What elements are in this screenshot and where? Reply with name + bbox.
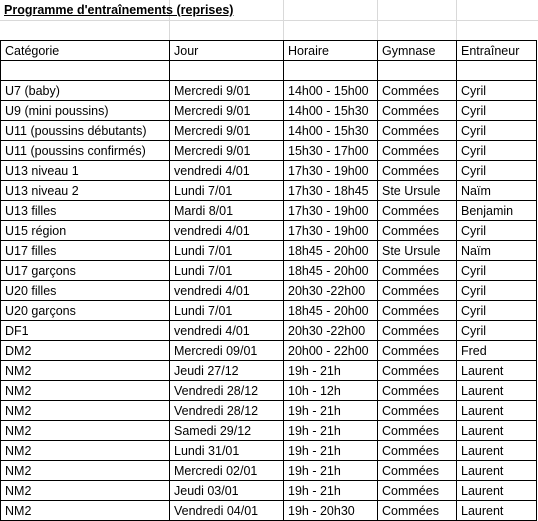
cell-horaire[interactable]: 15h30 - 17h00: [284, 141, 378, 161]
cell-categorie[interactable]: NM2: [1, 381, 170, 401]
cell-entraineur[interactable]: Benjamin: [457, 201, 537, 221]
cell-categorie[interactable]: U15 région: [1, 221, 170, 241]
cell-jour[interactable]: vendredi 4/01: [170, 281, 284, 301]
cell-categorie[interactable]: NM2: [1, 441, 170, 461]
cell-categorie[interactable]: NM2: [1, 401, 170, 421]
empty-cell[interactable]: [1, 61, 170, 81]
cell-categorie[interactable]: DF1: [1, 321, 170, 341]
table-row: [1, 241, 537, 261]
cell-gymnase[interactable]: Commées: [378, 261, 457, 281]
cell-jour[interactable]: Lundi 7/01: [170, 181, 284, 201]
cell-categorie[interactable]: U17 garçons: [1, 261, 170, 281]
cell-entraineur[interactable]: Laurent: [457, 461, 537, 481]
cell-categorie[interactable]: U13 niveau 2: [1, 181, 170, 201]
cell-gymnase[interactable]: Commées: [378, 141, 457, 161]
cell-gymnase[interactable]: Commées: [378, 421, 457, 441]
table-row: [1, 121, 537, 141]
cell-gymnase[interactable]: Commées: [378, 501, 457, 521]
cell-horaire[interactable]: 17h30 - 19h00: [284, 221, 378, 241]
cell-horaire[interactable]: 19h - 21h: [284, 421, 378, 441]
cell-entraineur[interactable]: Laurent: [457, 401, 537, 421]
schedule-table: [0, 40, 537, 521]
cell-horaire[interactable]: 18h45 - 20h00: [284, 261, 378, 281]
empty-row: [1, 61, 537, 81]
cell-entraineur[interactable]: Cyril: [457, 301, 537, 321]
cell-horaire[interactable]: 20h30 -22h00: [284, 281, 378, 301]
cell-entraineur[interactable]: Cyril: [457, 261, 537, 281]
column-header-categorie[interactable]: Catégorie: [1, 41, 170, 61]
cell-categorie[interactable]: U13 niveau 1: [1, 161, 170, 181]
table-row: [1, 221, 537, 241]
cell-gymnase[interactable]: Ste Ursule: [378, 181, 457, 201]
cell-gymnase[interactable]: Commées: [378, 321, 457, 341]
cell-horaire[interactable]: 19h - 20h30: [284, 501, 378, 521]
cell-entraineur[interactable]: Cyril: [457, 81, 537, 101]
cell-categorie[interactable]: NM2: [1, 421, 170, 441]
cell-entraineur[interactable]: Laurent: [457, 421, 537, 441]
cell-jour[interactable]: Samedi 29/12: [170, 421, 284, 441]
cell-entraineur[interactable]: Cyril: [457, 141, 537, 161]
cell-jour[interactable]: Vendredi 04/01: [170, 501, 284, 521]
cell-jour[interactable]: Jeudi 03/01: [170, 481, 284, 501]
cell-jour[interactable]: Lundi 31/01: [170, 441, 284, 461]
column-header-horaire[interactable]: Horaire: [284, 41, 378, 61]
cell-horaire[interactable]: 14h00 - 15h00: [284, 81, 378, 101]
cell-jour[interactable]: Mercredi 9/01: [170, 81, 284, 101]
cell-gymnase[interactable]: Commées: [378, 381, 457, 401]
cell-categorie[interactable]: U20 filles: [1, 281, 170, 301]
sheet-title: Programme d'entraînements (reprises): [4, 3, 234, 17]
cell-jour[interactable]: Mercredi 9/01: [170, 101, 284, 121]
cell-gymnase[interactable]: Ste Ursule: [378, 241, 457, 261]
table-row: [1, 501, 537, 521]
cell-gymnase[interactable]: Commées: [378, 361, 457, 381]
cell-categorie[interactable]: NM2: [1, 481, 170, 501]
table-row: [1, 361, 537, 381]
cell-entraineur[interactable]: Laurent: [457, 481, 537, 501]
cell-gymnase[interactable]: Commées: [378, 161, 457, 181]
cell-entraineur[interactable]: Fred: [457, 341, 537, 361]
cell-gymnase[interactable]: Commées: [378, 481, 457, 501]
cell-horaire[interactable]: 17h30 - 19h00: [284, 201, 378, 221]
cell-categorie[interactable]: DM2: [1, 341, 170, 361]
cell-horaire[interactable]: 10h - 12h: [284, 381, 378, 401]
table-row: [1, 101, 537, 121]
empty-cell[interactable]: [284, 61, 378, 81]
table-row: [1, 461, 537, 481]
cell-categorie[interactable]: NM2: [1, 501, 170, 521]
cell-entraineur[interactable]: Cyril: [457, 121, 537, 141]
cell-jour[interactable]: Mercredi 02/01: [170, 461, 284, 481]
table-row: [1, 281, 537, 301]
cell-jour[interactable]: Lundi 7/01: [170, 241, 284, 261]
cell-entraineur[interactable]: Laurent: [457, 501, 537, 521]
cell-categorie[interactable]: U11 (poussins confirmés): [1, 141, 170, 161]
cell-categorie[interactable]: NM2: [1, 361, 170, 381]
cell-jour[interactable]: Mercredi 9/01: [170, 121, 284, 141]
column-header-jour[interactable]: Jour: [170, 41, 284, 61]
cell-horaire[interactable]: 18h45 - 20h00: [284, 301, 378, 321]
table-row: [1, 381, 537, 401]
cell-gymnase[interactable]: Commées: [378, 281, 457, 301]
cell-horaire[interactable]: 17h30 - 18h45: [284, 181, 378, 201]
cell-entraineur[interactable]: Cyril: [457, 101, 537, 121]
cell-gymnase[interactable]: Commées: [378, 201, 457, 221]
cell-categorie[interactable]: U13 filles: [1, 201, 170, 221]
cell-entraineur[interactable]: Laurent: [457, 361, 537, 381]
cell-entraineur[interactable]: Cyril: [457, 221, 537, 241]
column-header-gymnase[interactable]: Gymnase: [378, 41, 457, 61]
cell-gymnase[interactable]: Commées: [378, 101, 457, 121]
cell-jour[interactable]: vendredi 4/01: [170, 321, 284, 341]
cell-categorie[interactable]: U17 filles: [1, 241, 170, 261]
sheet-gridline: [0, 20, 538, 21]
header-row: [1, 41, 537, 61]
cell-jour[interactable]: Lundi 7/01: [170, 261, 284, 281]
cell-jour[interactable]: vendredi 4/01: [170, 221, 284, 241]
empty-cell[interactable]: [378, 61, 457, 81]
cell-entraineur[interactable]: Cyril: [457, 161, 537, 181]
cell-jour[interactable]: Mardi 8/01: [170, 201, 284, 221]
cell-jour[interactable]: Mercredi 9/01: [170, 141, 284, 161]
empty-cell[interactable]: [170, 61, 284, 81]
cell-jour[interactable]: Lundi 7/01: [170, 301, 284, 321]
cell-jour[interactable]: Jeudi 27/12: [170, 361, 284, 381]
cell-categorie[interactable]: U9 (mini poussins): [1, 101, 170, 121]
cell-horaire[interactable]: 17h30 - 19h00: [284, 161, 378, 181]
cell-horaire[interactable]: 19h - 21h: [284, 401, 378, 421]
table-row: [1, 141, 537, 161]
cell-categorie[interactable]: U7 (baby): [1, 81, 170, 101]
cell-gymnase[interactable]: Commées: [378, 461, 457, 481]
cell-horaire[interactable]: 19h - 21h: [284, 481, 378, 501]
table-row: [1, 81, 537, 101]
cell-entraineur[interactable]: Laurent: [457, 441, 537, 461]
cell-horaire[interactable]: 19h - 21h: [284, 461, 378, 481]
cell-entraineur[interactable]: Cyril: [457, 321, 537, 341]
sheet-gridline: [283, 0, 284, 40]
cell-gymnase[interactable]: Commées: [378, 401, 457, 421]
cell-horaire[interactable]: 18h45 - 20h00: [284, 241, 378, 261]
sheet-gridline: [456, 0, 457, 40]
table-row: [1, 401, 537, 421]
cell-jour[interactable]: Vendredi 28/12: [170, 401, 284, 421]
cell-categorie[interactable]: U11 (poussins débutants): [1, 121, 170, 141]
cell-horaire[interactable]: 14h00 - 15h30: [284, 121, 378, 141]
cell-categorie[interactable]: NM2: [1, 461, 170, 481]
table-row: [1, 441, 537, 461]
table-row: [1, 161, 537, 181]
cell-categorie[interactable]: U20 garçons: [1, 301, 170, 321]
cell-horaire[interactable]: 19h - 21h: [284, 441, 378, 461]
cell-jour[interactable]: vendredi 4/01: [170, 161, 284, 181]
empty-cell[interactable]: [457, 61, 537, 81]
cell-gymnase[interactable]: Commées: [378, 81, 457, 101]
cell-gymnase[interactable]: Commées: [378, 221, 457, 241]
cell-entraineur[interactable]: Cyril: [457, 281, 537, 301]
cell-horaire[interactable]: 19h - 21h: [284, 361, 378, 381]
table-row: [1, 321, 537, 341]
column-header-entraineur[interactable]: Entraîneur: [457, 41, 537, 61]
cell-entraineur[interactable]: Naïm: [457, 241, 537, 261]
cell-entraineur[interactable]: Naïm: [457, 181, 537, 201]
sheet-gridline: [377, 0, 378, 40]
table-row: [1, 201, 537, 221]
cell-gymnase[interactable]: Commées: [378, 121, 457, 141]
cell-horaire[interactable]: 20h30 -22h00: [284, 321, 378, 341]
schedule-body: [1, 41, 537, 521]
table-row: [1, 181, 537, 201]
table-row: [1, 421, 537, 441]
cell-gymnase[interactable]: Commées: [378, 341, 457, 361]
cell-gymnase[interactable]: Commées: [378, 301, 457, 321]
cell-horaire[interactable]: 14h00 - 15h30: [284, 101, 378, 121]
table-row: [1, 481, 537, 501]
table-row: [1, 301, 537, 321]
table-row: [1, 261, 537, 281]
cell-jour[interactable]: Vendredi 28/12: [170, 381, 284, 401]
cell-jour[interactable]: Mercredi 09/01: [170, 341, 284, 361]
table-row: [1, 341, 537, 361]
cell-horaire[interactable]: 20h00 - 22h00: [284, 341, 378, 361]
cell-entraineur[interactable]: Laurent: [457, 381, 537, 401]
cell-gymnase[interactable]: Commées: [378, 441, 457, 461]
